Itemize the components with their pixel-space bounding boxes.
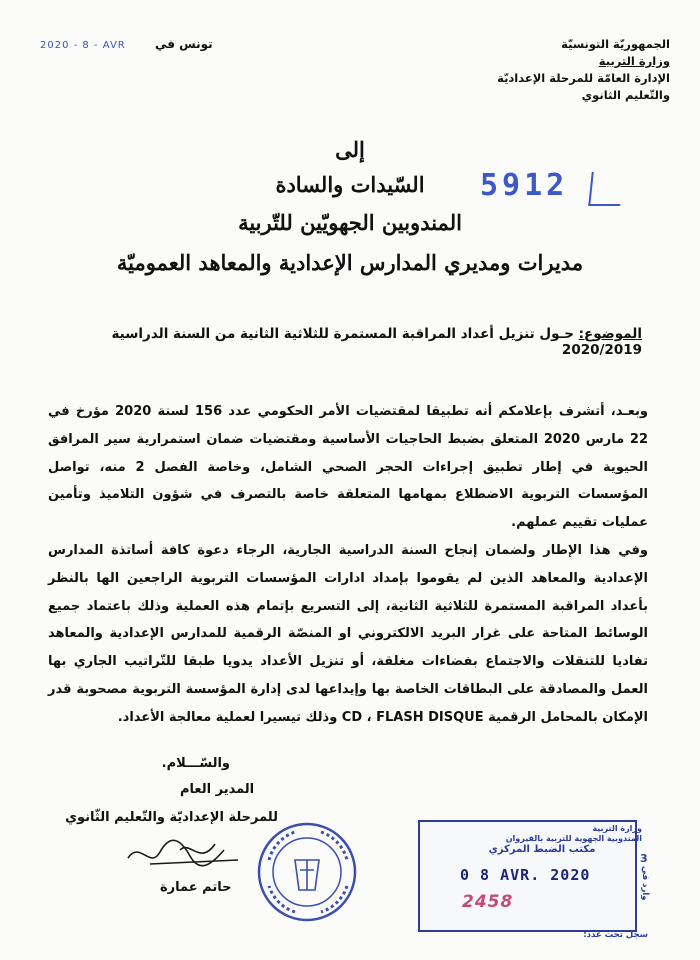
header-ministry-block: [450, 36, 670, 104]
header-city: تونس في: [155, 37, 213, 51]
signatory-name: حاتم عمارة: [160, 880, 232, 895]
registry-stamp-footer: سجل تحت عدد:: [583, 930, 648, 940]
registry-stamp: [408, 820, 650, 940]
registry-stamp-count: 3: [640, 852, 648, 865]
addressee-line-3: مديرات ومديري المدارس الإعدادية والمعاهد العموميّة: [116, 250, 584, 275]
date-stamp: 2020 - 8 - AVR: [40, 40, 126, 51]
handwritten-signature: [120, 820, 250, 880]
registry-stamp-line-2: المندوبية الجهوية للتربية بالقيروان: [505, 834, 642, 843]
addressee-line-1: السّيدات والسادة: [275, 172, 425, 197]
closing-salutation: والسّـــلام.: [161, 756, 230, 771]
subject-text: حـول تنزيل أعداد المراقبة المستمرة للثلاثية الثانية من السنة الدراسية 2020/2019: [111, 326, 642, 358]
body-paragraph-2: وفي هذا الإطار ولضمان إنجاح السنة الدراسية الجارية، الرجاء دعوة كافة أساتذة المدارس الإعدادية والمعاهد الذين لم يقوموا بإمداد ادارات المؤسسات التربوية الراجعين الها بالنظر بأعداد المراقبة المستمرة للثلاثية الثانية، إلى التسريع بإتمام هذه العملية وذلك باعتماد جميع الوسائط المتاحة على غرار البريد الالكتروني او المنصّة الرقمية للمدارس الإعدادية والمعاهد تفاديا للتنقلات والاجتماع بفضاءات مغلقة، أو تنزيل الأعداد يدويا طبقا للتّراتيب الجاري بها العمل والمصادقة على البطاقات الخاصة بها وإيداعها لدى إدارة المؤسسة التربوية مصحوبة قدر الإمكان بالمحامل الرقمية CD ، FLASH DISQUE وذلك تيسيرا لعملية معالجة الأعداد.: [48, 542, 648, 725]
addressee-to: إلى: [335, 137, 365, 162]
body-paragraph-1: وبعـد، أتشرف بإعلامكم أنه تطبيقا لمقتضيات الأمر الحكومي عدد 156 لسنة 2020 مؤرخ في 22 مارس 2020 المتعلق بضبط الحاجيات الأساسية ومقتضيات ضمان استمرارية سير المرافق الحيوية في إطار تطبيق إجراءات الحجر الصحي الشامل، وخاصة الفصل 2 منه، تواصل المؤسسات التربوية الاضطلاع بمهامها المتعلقة خاصة بالتصرف في شؤون التلاميذ وتأمين عمليات تقييم عملهم.: [48, 404, 649, 531]
registry-stamp-line-1: وزارة التربية: [592, 824, 642, 833]
registry-stamp-in-label: وارد في: [640, 866, 650, 901]
registry-stamp-number: 2458: [462, 892, 514, 912]
registry-stamp-line-3: مكتب الضبط المركزي: [488, 844, 596, 855]
registry-stamp-date: 0 8 AVR. 2020: [460, 866, 591, 884]
subject-label: الموضوع:: [578, 326, 642, 342]
letter-body: [48, 398, 648, 732]
subject-line: [42, 326, 642, 358]
signatory-organisation: للمرحلة الإعداديّة والتّعليم الثّانوي: [65, 810, 278, 825]
header-directorate-line-1: الإدارة العامّة للمرحلة الإعداديّة: [497, 71, 670, 85]
header-ministry: وزارة التربية: [598, 54, 670, 68]
reference-number-stamp: 5912: [480, 168, 569, 203]
addressee-line-2: المندوبين الجهويّين للتّربية: [238, 210, 462, 235]
official-seal-icon: [255, 820, 360, 925]
header-directorate-line-2: والتّعليم الثانوي: [581, 88, 670, 102]
header-country: الجمهوريّة التونسيّة: [561, 37, 670, 51]
signatory-title: المدير العام: [180, 782, 255, 797]
